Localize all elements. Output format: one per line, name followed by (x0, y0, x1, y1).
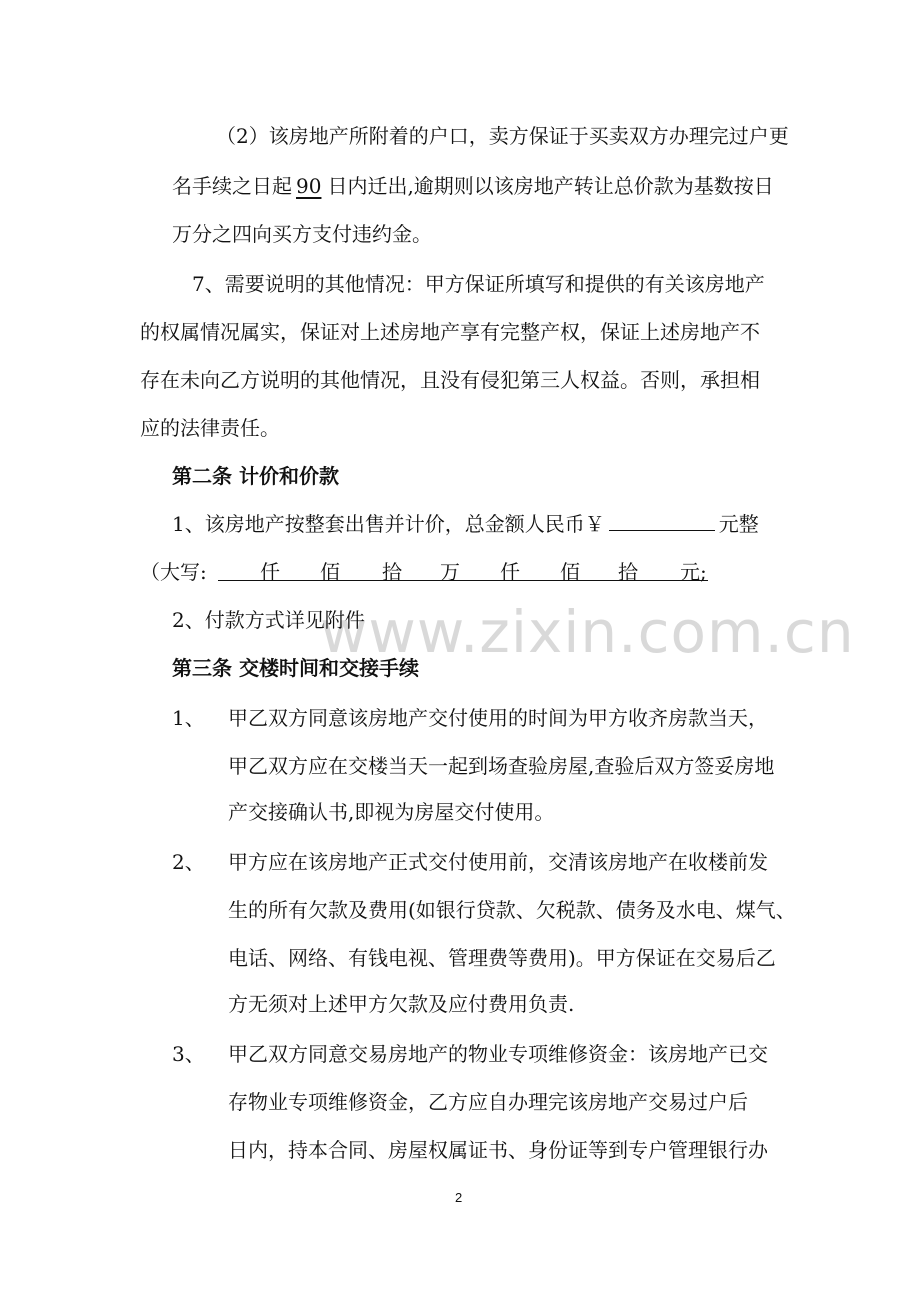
para-2-line-2-post: 日内迁出,逾期则以该房地产转让总价款为基数按日 (327, 174, 774, 198)
daxie-unit: 拾 (618, 560, 638, 584)
item-2-number: 2、 (172, 850, 205, 874)
daxie-unit: 佰 (320, 560, 340, 584)
page-number: 2 (455, 1190, 463, 1205)
daxie-unit: 仟 (500, 560, 520, 584)
daxie-underline (218, 580, 708, 581)
item-1-line-1: 甲乙双方同意该房地产交付使用的时间为甲方收齐房款当天， (228, 706, 768, 730)
watermark: www.zixin.com.cn (320, 598, 855, 666)
daxie-label: （大写: (140, 560, 207, 584)
para-7-line-4: 应的法律责任。 (140, 416, 280, 440)
daxie-unit: 仟 (260, 560, 280, 584)
total-amount-label: 1、该房地产按整套出售并计价，总金额人民币￥ (172, 512, 605, 536)
item-3-line-2: 存物业专项维修资金，乙方应自办理完该房地产交易过户后 (228, 1090, 748, 1114)
daxie-unit: 佰 (560, 560, 580, 584)
para-2-line-2 (172, 172, 774, 200)
item-1-line-2: 甲乙双方应在交楼当天一起到场查验房屋,查验后双方签妥房地 (228, 754, 775, 778)
daxie-unit: 万 (440, 560, 460, 584)
para-7-line-2: 的权属情况属实，保证对上述房地产享有完整产权，保证上述房地产不 (140, 320, 760, 344)
para-7-line-3: 存在未向乙方说明的其他情况，且没有侵犯第三人权益。否则，承担相 (140, 368, 760, 392)
article-3-heading: 第三条 交楼时间和交接手续 (172, 656, 419, 680)
item-1-line-3: 产交接确认书,即视为房屋交付使用。 (228, 800, 555, 824)
para-2-line-2-pre: 名手续之日起 (172, 174, 292, 198)
daxie-row (140, 558, 720, 586)
item-2-line-1: 甲方应在该房地产正式交付使用前，交清该房地产在收楼前发 (228, 850, 768, 874)
item-3-number: 3、 (172, 1042, 205, 1066)
article-2-heading: 第二条 计价和价款 (172, 464, 339, 488)
article-2-p1 (172, 510, 759, 538)
article-2-p2: 2、付款方式详见附件 (172, 608, 365, 632)
item-1-number: 1、 (172, 706, 205, 730)
item-2-line-3: 电话、网络、有钱电视、管理费等费用)。甲方保证在交易后乙 (228, 946, 776, 970)
item-2-line-2: 生的所有欠款及费用(如银行贷款、欠税款、债务及水电、煤气、 (228, 898, 796, 922)
item-2-line-4: 方无须对上述甲方欠款及应付费用负责. (228, 992, 575, 1016)
daxie-unit: 拾 (382, 560, 402, 584)
item-3-line-1: 甲乙双方同意交易房地产的物业专项维修资金：该房地产已交 (228, 1042, 768, 1066)
total-amount-blank (609, 510, 715, 531)
days-value: 90 (296, 174, 322, 198)
daxie-unit: 元; (680, 560, 707, 584)
item-3-line-3: 日内，持本合同、房屋权属证书、身份证等到专户管理银行办 (228, 1138, 768, 1162)
total-amount-suffix: 元整 (718, 512, 759, 536)
para-2-line-1: （2）该房地产所附着的户口，卖方保证于买卖双方办理完过户更 (216, 124, 789, 148)
para-7-line-1: 7、需要说明的其他情况：甲方保证所填写和提供的有关该房地产 (192, 272, 765, 296)
para-2-line-3: 万分之四向买方支付违约金。 (172, 222, 432, 246)
